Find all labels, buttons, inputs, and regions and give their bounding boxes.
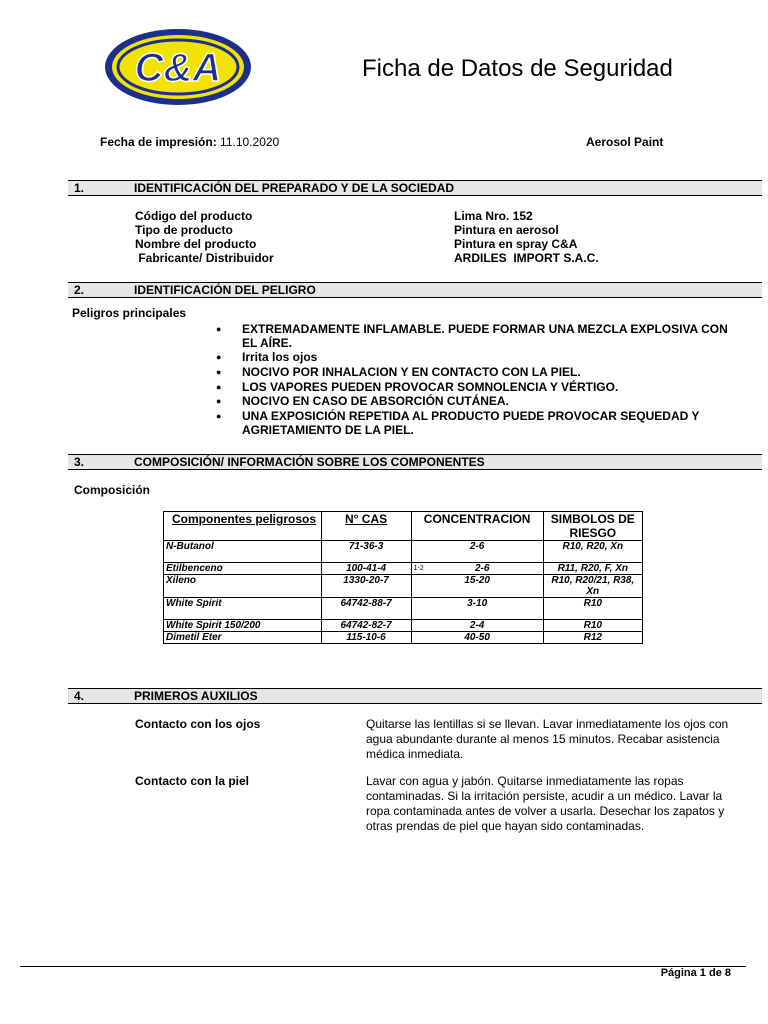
hazard-text: EXTREMADAMENTE INFLAMABLE. PUEDE FORMAR UNA MEZCLA EXPLOSIVA CON EL AÍRE. (242, 322, 728, 350)
col-header-risk-symbols: SIMBOLOS DE RIESGO (543, 512, 642, 541)
print-date-label: Fecha de impresión: (100, 135, 217, 149)
cell-concentration: 40-50 (411, 632, 543, 644)
cell-component: White Spirit 150/200 (164, 620, 322, 632)
table-row (164, 575, 643, 598)
cell-cas: 115-10-6 (321, 632, 411, 644)
hazard-text: Irrita los ojos (242, 350, 318, 364)
cell-component: Etilbenceno (164, 563, 322, 575)
bullet-icon: ● (216, 352, 222, 362)
hazard-text: LOS VAPORES PUEDEN PROVOCAR SOMNOLENCIA Y VÉRTIGO. (242, 380, 619, 394)
col-header-components: Componentes peligrosos (164, 512, 322, 541)
cell-concentration (411, 563, 543, 575)
cell-concentration: 2-6 (411, 541, 543, 563)
value-manufacturer: ARDILES IMPORT S.A.C. (454, 251, 599, 265)
cell-cas: 1330-20-7 (321, 575, 411, 598)
section-2-header (68, 282, 762, 298)
table-row (164, 541, 643, 563)
cell-concentration: 15-20 (411, 575, 543, 598)
cell-cas: 71-36-3 (321, 541, 411, 563)
label-product-code: Código del producto (135, 209, 253, 223)
logo-text: C&A (134, 46, 222, 90)
print-date (100, 135, 279, 149)
first-aid-eyes-text: Quitarse las lentillas si se llevan. Lavar inmediatamente los ojos con agua abundante durante al menos 15 minutos. Recabar asistencia médica inmediata. (366, 717, 729, 761)
print-date-value: 11.10.2020 (220, 135, 280, 149)
first-aid-skin-label: Contacto con la piel (135, 774, 250, 788)
page-number: Página 1 de 8 (660, 967, 731, 979)
cell-cas: 100-41-4 (321, 563, 411, 575)
hazard-text: NOCIVO EN CASO DE ABSORCIÓN CUTÁNEA. (242, 394, 509, 408)
table-row (164, 620, 643, 632)
cell-component: Dimetil Eter (164, 632, 322, 644)
cell-risk: R10 (543, 620, 642, 632)
first-aid-skin-text: Lavar con agua y jabón. Quitarse inmediatamente las ropas contaminadas. Si la irritación persiste, acudir a un médico. Lavar la ropa contaminada antes de volver a usarla. Desechar los zapatos y otras prendas de piel que hayan sido contaminadas. (366, 774, 725, 833)
bullet-icon: ● (216, 396, 222, 406)
concentration-note: 1-2 (413, 565, 424, 572)
hazards-subtitle: Peligros principales (72, 306, 187, 320)
company-logo (104, 28, 252, 106)
bullet-icon: ● (216, 411, 222, 421)
cell-component: N-Butanol (164, 541, 322, 563)
cell-component: White Spirit (164, 598, 322, 620)
hazard-text: UNA EXPOSICIÓN REPETIDA AL PRODUCTO PUEDE PROVOCAR SEQUEDAD Y AGRIETAMIENTO DE LA PIEL. (242, 409, 700, 437)
cell-risk: R10 (543, 598, 642, 620)
cell-risk: R12 (543, 632, 642, 644)
cell-concentration: 2-4 (411, 620, 543, 632)
section-title: IDENTIFICACIÓN DEL PELIGRO (134, 283, 316, 297)
section-number: 2. (74, 283, 85, 297)
section-3-header (68, 454, 762, 470)
composition-table (163, 511, 643, 644)
section-number: 4. (74, 689, 85, 703)
cell-risk: R10, R20, Xn (543, 541, 642, 563)
table-row (164, 632, 643, 644)
col-header-cas: N° CAS (321, 512, 411, 541)
first-aid-eyes-label: Contacto con los ojos (135, 717, 261, 731)
cell-cas: 64742-82-7 (321, 620, 411, 632)
label-product-type: Tipo de producto (135, 223, 233, 237)
value-product-type: Pintura en aerosol (454, 223, 559, 237)
composition-subtitle: Composición (74, 483, 151, 497)
label-manufacturer: Fabricante/ Distribuidor (135, 251, 274, 265)
col-header-concentration: CONCENTRACION (411, 512, 543, 541)
section-4-header (68, 688, 762, 704)
section-1-header (68, 180, 762, 196)
product-name: Aerosol Paint (586, 135, 664, 149)
bullet-icon: ● (216, 367, 222, 377)
cell-component: Xileno (164, 575, 322, 598)
section-number: 3. (74, 455, 85, 469)
value-product-name: Pintura en spray C&A (454, 237, 578, 251)
cell-risk: R10, R20/21, R38, Xn (543, 575, 642, 598)
table-header-row (164, 512, 643, 541)
bullet-icon: ● (216, 382, 222, 392)
section-title: PRIMEROS AUXILIOS (134, 689, 258, 703)
label-product-name: Nombre del producto (135, 237, 257, 251)
bullet-icon: ● (216, 324, 222, 334)
concentration-value: 2-6 (474, 563, 490, 574)
document-title: Ficha de Datos de Seguridad (362, 55, 673, 82)
cell-risk: R11, R20, F, Xn (543, 563, 642, 575)
value-product-code: Lima Nro. 152 (454, 209, 533, 223)
section-number: 1. (74, 181, 85, 195)
footer-divider (20, 966, 746, 967)
table-row (164, 563, 643, 575)
cell-cas: 64742-88-7 (321, 598, 411, 620)
section-title: COMPOSICIÓN/ INFORMACIÓN SOBRE LOS COMPONENTES (134, 455, 485, 469)
cell-concentration: 3-10 (411, 598, 543, 620)
table-row (164, 598, 643, 620)
hazard-text: NOCIVO POR INHALACION Y EN CONTACTO CON LA PIEL. (242, 365, 581, 379)
section-title: IDENTIFICACIÓN DEL PREPARADO Y DE LA SOCIEDAD (134, 181, 455, 195)
